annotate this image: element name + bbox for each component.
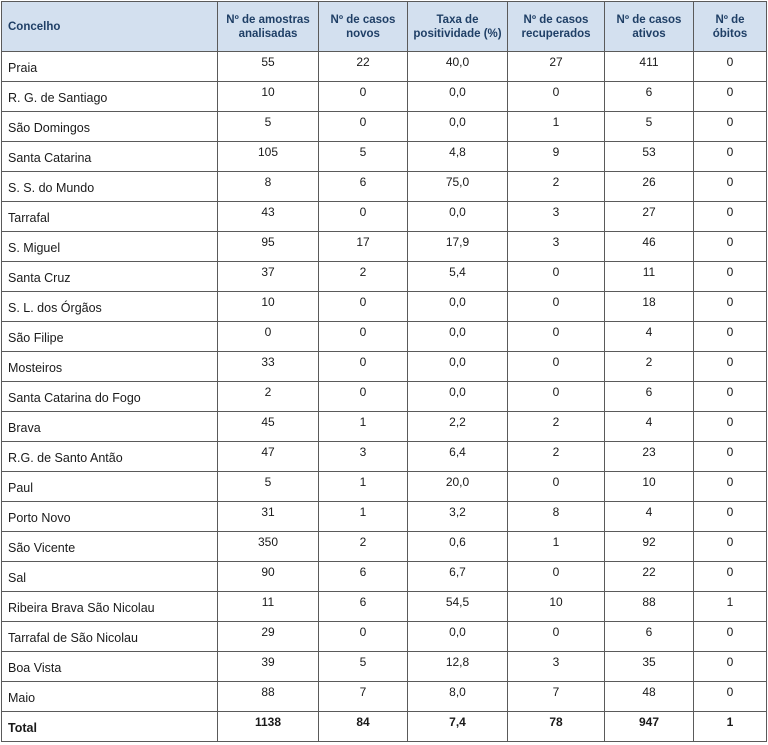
ativos-cell: 5 (605, 112, 694, 142)
ativos-cell: 53 (605, 142, 694, 172)
taxa-cell: 54,5 (408, 592, 508, 622)
total-obitos: 1 (694, 712, 767, 742)
amostras-cell: 29 (218, 622, 319, 652)
table-header (2, 2, 767, 52)
header-casos-ativos: Nº de casos ativos (605, 2, 694, 52)
table-row (2, 142, 767, 172)
table-row (2, 202, 767, 232)
ativos-cell: 88 (605, 592, 694, 622)
casos-novos-cell: 0 (319, 322, 408, 352)
concelho-cell: S. S. do Mundo (2, 172, 218, 202)
table-row (2, 412, 767, 442)
casos-novos-cell: 2 (319, 262, 408, 292)
casos-novos-cell: 22 (319, 52, 408, 82)
table-row (2, 172, 767, 202)
concelho-cell: Brava (2, 412, 218, 442)
amostras-cell: 37 (218, 262, 319, 292)
ativos-cell: 11 (605, 262, 694, 292)
obitos-cell: 0 (694, 262, 767, 292)
taxa-cell: 40,0 (408, 52, 508, 82)
table-row (2, 592, 767, 622)
total-ativos: 947 (605, 712, 694, 742)
header-concelho: Concelho (2, 2, 218, 52)
amostras-cell: 11 (218, 592, 319, 622)
table-row (2, 82, 767, 112)
taxa-cell: 0,0 (408, 112, 508, 142)
ativos-cell: 6 (605, 82, 694, 112)
ativos-cell: 10 (605, 472, 694, 502)
taxa-cell: 6,4 (408, 442, 508, 472)
obitos-cell: 0 (694, 532, 767, 562)
obitos-cell: 0 (694, 292, 767, 322)
header-casos-recuperados: Nº de casos recuperados (508, 2, 605, 52)
table-row (2, 232, 767, 262)
ativos-cell: 4 (605, 502, 694, 532)
amostras-cell: 2 (218, 382, 319, 412)
recuperados-cell: 27 (508, 52, 605, 82)
obitos-cell: 0 (694, 352, 767, 382)
recuperados-cell: 3 (508, 202, 605, 232)
amostras-cell: 105 (218, 142, 319, 172)
recuperados-cell: 9 (508, 142, 605, 172)
amostras-cell: 55 (218, 52, 319, 82)
recuperados-cell: 0 (508, 562, 605, 592)
header-obitos: Nº de óbitos (694, 2, 767, 52)
concelho-cell: Boa Vista (2, 652, 218, 682)
ativos-cell: 6 (605, 622, 694, 652)
recuperados-cell: 0 (508, 322, 605, 352)
concelho-cell: Praia (2, 52, 218, 82)
table-row (2, 502, 767, 532)
concelho-cell: R. G. de Santiago (2, 82, 218, 112)
recuperados-cell: 3 (508, 652, 605, 682)
concelho-cell: S. Miguel (2, 232, 218, 262)
taxa-cell: 3,2 (408, 502, 508, 532)
ativos-cell: 35 (605, 652, 694, 682)
recuperados-cell: 8 (508, 502, 605, 532)
taxa-cell: 17,9 (408, 232, 508, 262)
concelho-cell: S. L. dos Órgãos (2, 292, 218, 322)
amostras-cell: 10 (218, 292, 319, 322)
concelho-cell: São Domingos (2, 112, 218, 142)
header-amostras: Nº de amostras analisadas (218, 2, 319, 52)
table-body (2, 52, 767, 712)
total-row (2, 712, 767, 742)
casos-novos-cell: 0 (319, 292, 408, 322)
concelho-cell: Santa Catarina (2, 142, 218, 172)
table-row (2, 532, 767, 562)
concelho-cell: Ribeira Brava São Nicolau (2, 592, 218, 622)
taxa-cell: 8,0 (408, 682, 508, 712)
ativos-cell: 4 (605, 412, 694, 442)
recuperados-cell: 0 (508, 262, 605, 292)
concelho-cell: Tarrafal de São Nicolau (2, 622, 218, 652)
taxa-cell: 0,0 (408, 622, 508, 652)
table-row (2, 472, 767, 502)
casos-novos-cell: 6 (319, 172, 408, 202)
casos-novos-cell: 1 (319, 472, 408, 502)
table-row (2, 352, 767, 382)
amostras-cell: 88 (218, 682, 319, 712)
table-footer (2, 712, 767, 742)
casos-novos-cell: 5 (319, 652, 408, 682)
amostras-cell: 43 (218, 202, 319, 232)
obitos-cell: 0 (694, 232, 767, 262)
recuperados-cell: 10 (508, 592, 605, 622)
concelho-cell: Paul (2, 472, 218, 502)
casos-novos-cell: 3 (319, 442, 408, 472)
recuperados-cell: 3 (508, 232, 605, 262)
total-casos-novos: 84 (319, 712, 408, 742)
obitos-cell: 0 (694, 562, 767, 592)
table-row (2, 382, 767, 412)
concelho-cell: Santa Cruz (2, 262, 218, 292)
casos-novos-cell: 5 (319, 142, 408, 172)
casos-novos-cell: 2 (319, 532, 408, 562)
table-row (2, 562, 767, 592)
concelho-cell: São Filipe (2, 322, 218, 352)
table-row (2, 682, 767, 712)
recuperados-cell: 0 (508, 472, 605, 502)
recuperados-cell: 0 (508, 292, 605, 322)
ativos-cell: 22 (605, 562, 694, 592)
ativos-cell: 6 (605, 382, 694, 412)
obitos-cell: 0 (694, 622, 767, 652)
obitos-cell: 0 (694, 382, 767, 412)
obitos-cell: 0 (694, 52, 767, 82)
recuperados-cell: 1 (508, 112, 605, 142)
table-row (2, 442, 767, 472)
taxa-cell: 5,4 (408, 262, 508, 292)
obitos-cell: 0 (694, 412, 767, 442)
taxa-cell: 75,0 (408, 172, 508, 202)
taxa-cell: 0,6 (408, 532, 508, 562)
ativos-cell: 23 (605, 442, 694, 472)
taxa-cell: 0,0 (408, 382, 508, 412)
taxa-cell: 20,0 (408, 472, 508, 502)
casos-novos-cell: 0 (319, 352, 408, 382)
ativos-cell: 92 (605, 532, 694, 562)
concelho-cell: R.G. de Santo Antão (2, 442, 218, 472)
table-row (2, 622, 767, 652)
concelho-cell: Maio (2, 682, 218, 712)
casos-novos-cell: 17 (319, 232, 408, 262)
concelho-cell: Mosteiros (2, 352, 218, 382)
obitos-cell: 0 (694, 682, 767, 712)
header-taxa-positividade: Taxa de positividade (%) (408, 2, 508, 52)
casos-novos-cell: 0 (319, 202, 408, 232)
obitos-cell: 0 (694, 322, 767, 352)
obitos-cell: 0 (694, 502, 767, 532)
header-row (2, 2, 767, 52)
amostras-cell: 5 (218, 112, 319, 142)
concelho-cell: Sal (2, 562, 218, 592)
ativos-cell: 27 (605, 202, 694, 232)
taxa-cell: 2,2 (408, 412, 508, 442)
amostras-cell: 10 (218, 82, 319, 112)
concelho-cell: Santa Catarina do Fogo (2, 382, 218, 412)
ativos-cell: 48 (605, 682, 694, 712)
taxa-cell: 0,0 (408, 202, 508, 232)
obitos-cell: 0 (694, 202, 767, 232)
total-label: Total (2, 712, 218, 742)
recuperados-cell: 0 (508, 622, 605, 652)
taxa-cell: 0,0 (408, 322, 508, 352)
table-row (2, 52, 767, 82)
taxa-cell: 0,0 (408, 292, 508, 322)
amostras-cell: 90 (218, 562, 319, 592)
ativos-cell: 18 (605, 292, 694, 322)
total-taxa: 7,4 (408, 712, 508, 742)
ativos-cell: 2 (605, 352, 694, 382)
amostras-cell: 47 (218, 442, 319, 472)
casos-novos-cell: 0 (319, 382, 408, 412)
taxa-cell: 0,0 (408, 82, 508, 112)
obitos-cell: 0 (694, 652, 767, 682)
amostras-cell: 33 (218, 352, 319, 382)
concelho-cell: São Vicente (2, 532, 218, 562)
table-row (2, 292, 767, 322)
total-recuperados: 78 (508, 712, 605, 742)
casos-novos-cell: 1 (319, 502, 408, 532)
ativos-cell: 46 (605, 232, 694, 262)
recuperados-cell: 2 (508, 442, 605, 472)
recuperados-cell: 1 (508, 532, 605, 562)
obitos-cell: 0 (694, 112, 767, 142)
obitos-cell: 0 (694, 172, 767, 202)
recuperados-cell: 7 (508, 682, 605, 712)
obitos-cell: 0 (694, 82, 767, 112)
casos-novos-cell: 0 (319, 622, 408, 652)
amostras-cell: 31 (218, 502, 319, 532)
amostras-cell: 39 (218, 652, 319, 682)
header-casos-novos: Nº de casos novos (319, 2, 408, 52)
recuperados-cell: 2 (508, 172, 605, 202)
covid-table (1, 1, 767, 742)
amostras-cell: 8 (218, 172, 319, 202)
taxa-cell: 6,7 (408, 562, 508, 592)
table-row (2, 112, 767, 142)
concelho-cell: Tarrafal (2, 202, 218, 232)
taxa-cell: 4,8 (408, 142, 508, 172)
taxa-cell: 0,0 (408, 352, 508, 382)
casos-novos-cell: 6 (319, 592, 408, 622)
ativos-cell: 411 (605, 52, 694, 82)
recuperados-cell: 0 (508, 382, 605, 412)
ativos-cell: 26 (605, 172, 694, 202)
amostras-cell: 45 (218, 412, 319, 442)
recuperados-cell: 0 (508, 82, 605, 112)
table-row (2, 652, 767, 682)
obitos-cell: 0 (694, 442, 767, 472)
obitos-cell: 0 (694, 142, 767, 172)
casos-novos-cell: 6 (319, 562, 408, 592)
table-row (2, 262, 767, 292)
amostras-cell: 95 (218, 232, 319, 262)
taxa-cell: 12,8 (408, 652, 508, 682)
table-row (2, 322, 767, 352)
casos-novos-cell: 1 (319, 412, 408, 442)
obitos-cell: 1 (694, 592, 767, 622)
ativos-cell: 4 (605, 322, 694, 352)
amostras-cell: 350 (218, 532, 319, 562)
casos-novos-cell: 0 (319, 82, 408, 112)
recuperados-cell: 2 (508, 412, 605, 442)
amostras-cell: 0 (218, 322, 319, 352)
casos-novos-cell: 0 (319, 112, 408, 142)
total-amostras: 1138 (218, 712, 319, 742)
amostras-cell: 5 (218, 472, 319, 502)
casos-novos-cell: 7 (319, 682, 408, 712)
obitos-cell: 0 (694, 472, 767, 502)
recuperados-cell: 0 (508, 352, 605, 382)
concelho-cell: Porto Novo (2, 502, 218, 532)
